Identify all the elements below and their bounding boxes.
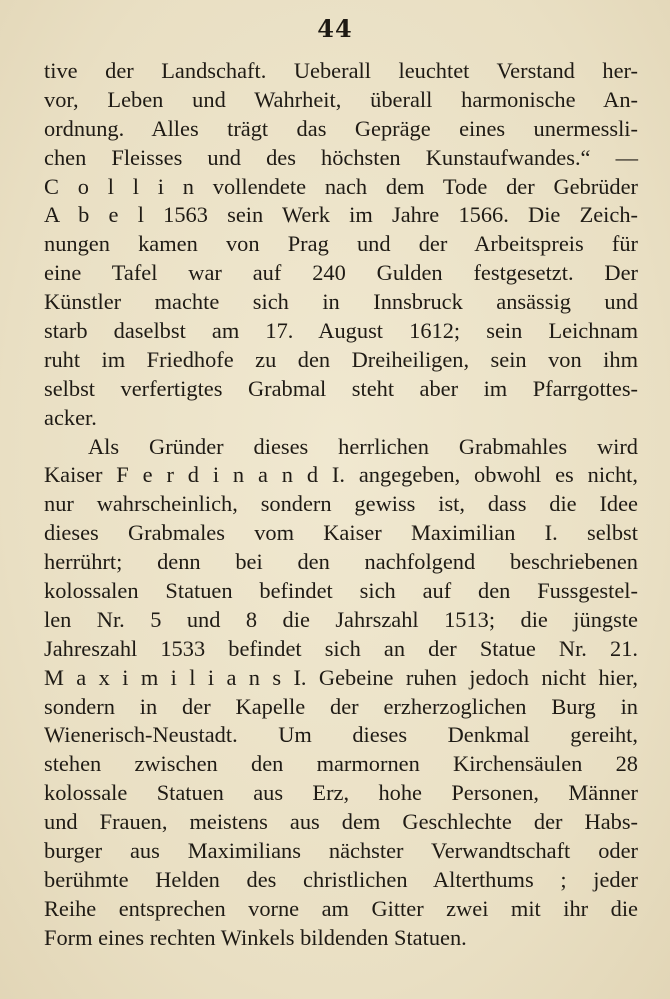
- paragraph-1: [44, 57, 638, 433]
- body-text: [44, 57, 638, 953]
- text-line: Form eines rechten Winkels bildenden Statuen.: [44, 924, 467, 950]
- text-line: stehen zwischen den marmornen Kirchensäulen 28: [44, 751, 638, 777]
- page-number: 44: [317, 14, 353, 43]
- text-line: len Nr. 5 und 8 die Jahrszahl 1513; die jüngste: [44, 606, 638, 632]
- text-line: dieses Grabmales vom Kaiser Maximilian I. selbst: [44, 520, 638, 546]
- text-line: starb daselbst am 17. August 1612; sein Leichnam: [44, 318, 638, 344]
- text-line: berühmte Helden des christlichen Alterthums ; jeder: [44, 866, 638, 892]
- text-line: eine Tafel war auf 240 Gulden festgesetzt. Der: [44, 260, 638, 286]
- text-line: nungen kamen von Prag und der Arbeitspreis für: [44, 231, 638, 257]
- text-line: Reihe entsprechen vorne am Gitter zwei mit ihr die: [44, 895, 638, 921]
- text-line: kolossalen Statuen befindet sich auf den Fussgestel-: [44, 578, 638, 604]
- text-line: und Frauen, meistens aus dem Geschlechte der Habs-: [44, 809, 638, 835]
- text-line: chen Fleisses und des höchsten Kunstaufwandes.“ —: [44, 144, 638, 170]
- text-line: Als Gründer dieses herrlichen Grabmahles wird: [88, 433, 638, 459]
- text-line: Wienerisch-Neustadt. Um dieses Denkmal gereiht,: [44, 722, 638, 748]
- text-line: acker.: [44, 404, 97, 430]
- text-line: C o l l i n vollendete nach dem Tode der Gebrüder: [44, 173, 638, 199]
- text-line: M a x i m i l i a n s I. Gebeine ruhen jedoch nicht hier,: [44, 664, 638, 690]
- paragraph-2: [44, 433, 638, 953]
- text-line: selbst verfertigtes Grabmal steht aber im Pfarrgottes-: [44, 375, 638, 401]
- text-line: tive der Landschaft. Ueberall leuchtet Verstand her-: [44, 58, 638, 83]
- text-line: ordnung. Alles trägt das Gepräge eines unermessli-: [44, 115, 638, 141]
- text-line: kolossale Statuen aus Erz, hohe Personen, Männer: [44, 780, 638, 806]
- text-line: nur wahrscheinlich, sondern gewiss ist, dass die Idee: [44, 491, 638, 517]
- text-line: herrührt; denn bei den nachfolgend beschriebenen: [44, 549, 638, 575]
- text-line: burger aus Maximilians nächster Verwandtschaft oder: [44, 838, 638, 864]
- text-line: A b e l 1563 sein Werk im Jahre 1566. Die Zeich-: [44, 202, 638, 228]
- text-line: vor, Leben und Wahrheit, überall harmonische An-: [44, 86, 638, 112]
- text-line: sondern in der Kapelle der erzherzoglichen Burg in: [44, 693, 638, 719]
- text-line: Kaiser F e r d i n a n d I. angegeben, obwohl es nicht,: [44, 462, 638, 488]
- text-line: ruht im Friedhofe zu den Dreiheiligen, sein von ihm: [44, 346, 638, 372]
- text-line: Jahreszahl 1533 befindet sich an der Statue Nr. 21.: [44, 635, 638, 661]
- text-line: Künstler machte sich in Innsbruck ansässig und: [44, 289, 638, 315]
